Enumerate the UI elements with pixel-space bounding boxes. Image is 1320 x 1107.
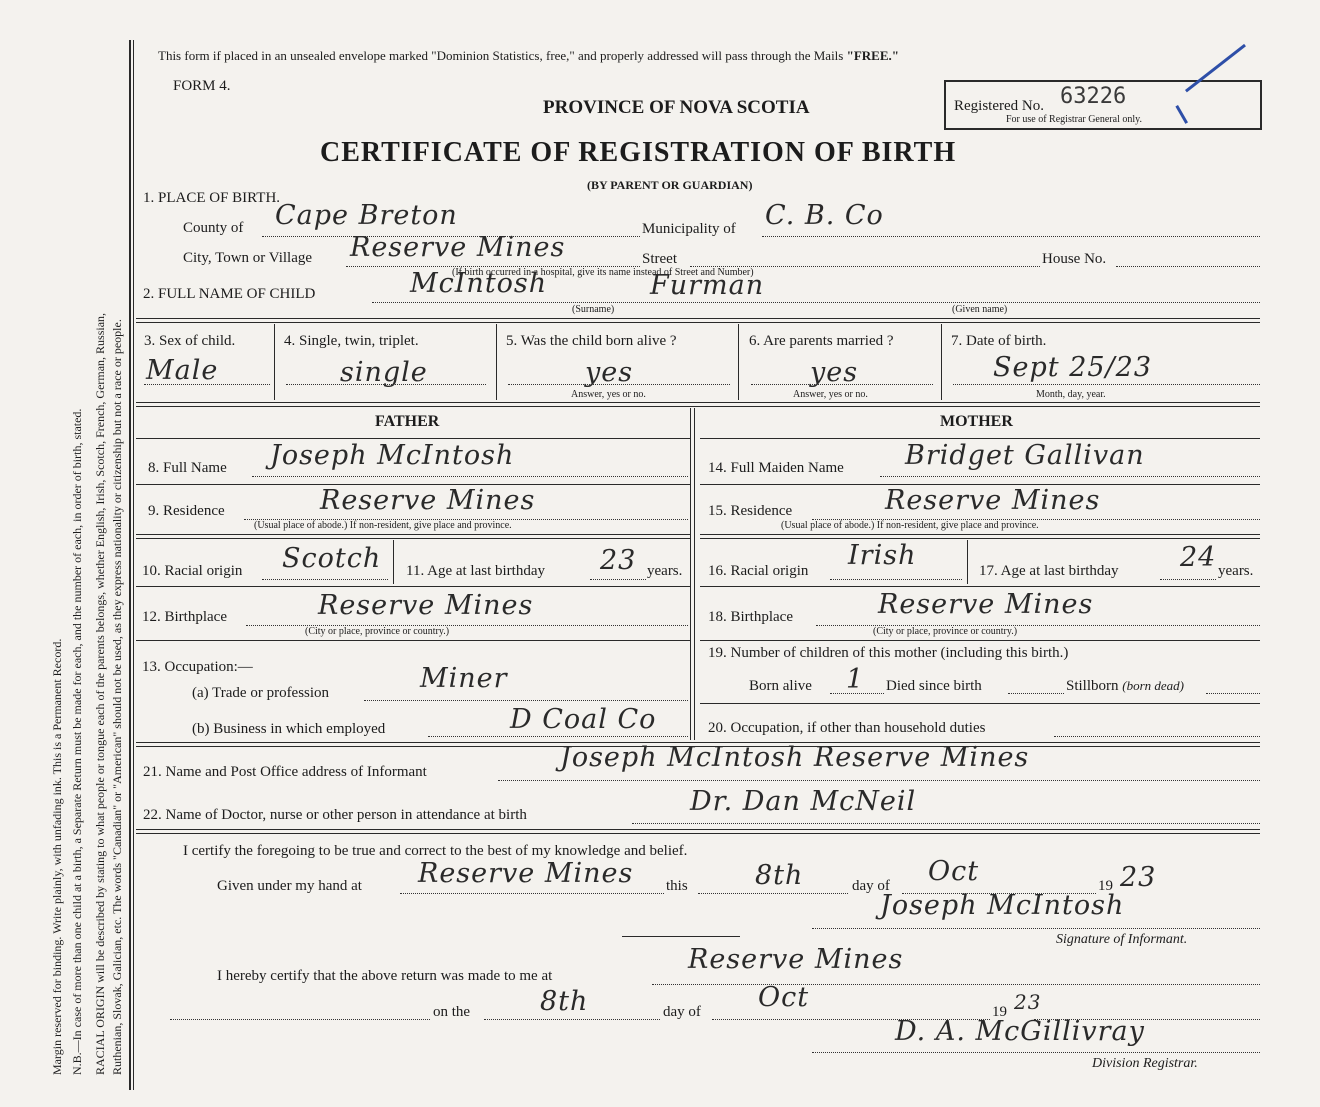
margin-nb-note: N.B.—In case of more than one child at a birth, a Separate Return must be made for each, and the number of each, in order of birth, stated. [70, 408, 84, 1075]
father-residence-label: 9. Residence [148, 503, 225, 519]
father-name-label: 8. Full Name [148, 460, 227, 476]
given-day-value: 8th [755, 860, 804, 891]
place-section-label: 1. PLACE OF BIRTH. [143, 190, 281, 206]
father-years-label: years. [647, 563, 683, 579]
mother-occupation-label: 20. Occupation, if other than household duties [708, 720, 986, 736]
mother-abode-note: (Usual place of abode.) If non-resident, give place and province. [781, 520, 1039, 531]
page-subtitle: (BY PARENT OR GUARDIAN) [587, 178, 753, 192]
born-alive-count-label: Born alive [749, 678, 812, 694]
registrar-signature: D. A. McGillivray [895, 1016, 1145, 1047]
street-label: Street [642, 251, 677, 267]
father-name-value: Joseph McIntosh [270, 440, 515, 471]
page-title: CERTIFICATE OF REGISTRATION OF BIRTH [320, 137, 957, 168]
children-count-label: 19. Number of children of this mother (including this birth.) [708, 645, 1069, 661]
registrar-use-note: For use of Registrar General only. [1006, 114, 1142, 125]
informant-label: 21. Name and Post Office address of Informant [143, 764, 427, 780]
sex-value: Male [146, 355, 219, 386]
informant-signature-label: Signature of Informant. [1056, 932, 1188, 947]
given-place-value: Reserve Mines [418, 858, 634, 889]
hospital-note: (If birth occurred in a hospital, give its name instead of Street and Number) [452, 267, 754, 278]
father-residence-value: Reserve Mines [320, 485, 536, 516]
doctor-label: 22. Name of Doctor, nurse or other person in attendance at birth [143, 807, 527, 823]
father-birthplace-value: Reserve Mines [318, 590, 534, 621]
child-surname-value: McIntosh [410, 268, 548, 299]
mother-years-label: years. [1218, 563, 1254, 579]
given-under-label: Given under my hand at [217, 878, 362, 894]
father-abode-note: (Usual place of abode.) If non-resident, give place and province. [254, 520, 512, 531]
mother-birthplace-value: Reserve Mines [878, 589, 1094, 620]
father-race-value: Scotch [282, 543, 382, 574]
mail-notice: This form if placed in an unsealed envelope marked "Dominion Statistics, free," and properly addressed will pass through the Mails "FREE." [158, 48, 899, 63]
born-alive-note: Answer, yes or no. [571, 389, 646, 400]
given-year-prefix: 19 [1098, 878, 1113, 894]
margin-rule [129, 40, 131, 1090]
given-name-note: (Given name) [952, 304, 1008, 315]
house-label: House No. [1042, 251, 1107, 267]
county-value: Cape Breton [275, 200, 458, 231]
surname-note: (Surname) [572, 304, 615, 315]
registrar-statement: I hereby certify that the above return was made to me at [217, 968, 553, 984]
registrar-year-prefix: 19 [992, 1004, 1007, 1020]
dob-label: 7. Date of birth. [951, 333, 1047, 349]
mother-birthplace-label: 18. Birthplace [708, 609, 793, 625]
married-note: Answer, yes or no. [793, 389, 868, 400]
mother-age-label: 17. Age at last birthday [979, 563, 1119, 579]
business-label: (b) Business in which employed [192, 721, 386, 737]
margin-binding-note: Margin reserved for binding. Write plainly, with unfading ink. This is a Permanent Record. [50, 638, 64, 1075]
sex-label: 3. Sex of child. [144, 333, 236, 349]
plurality-value: single [340, 357, 428, 388]
mother-name-value: Bridget Gallivan [905, 440, 1145, 471]
died-since-birth-label: Died since birth [886, 678, 982, 694]
married-label: 6. Are parents married ? [749, 333, 894, 349]
province-heading: PROVINCE OF NOVA SCOTIA [543, 97, 810, 118]
stillborn-label: Stillborn (born dead) [1066, 678, 1185, 694]
trade-value: Miner [420, 663, 508, 694]
given-day-of-label: day of [852, 878, 890, 894]
married-value: yes [810, 357, 859, 388]
mother-race-label: 16. Racial origin [708, 563, 809, 579]
municipality-value: C. B. Co [765, 200, 884, 231]
father-age-value: 23 [600, 545, 637, 576]
born-alive-value: yes [585, 357, 634, 388]
registered-label: Registered No. [954, 98, 1044, 114]
mother-heading: MOTHER [940, 413, 1013, 430]
registrar-month-value: Oct [758, 982, 810, 1013]
county-label: County of [183, 220, 244, 236]
registrar-day-value: 8th [540, 986, 589, 1017]
certify-statement: I certify the foregoing to be true and correct to the best of my knowledge and belief. [183, 843, 688, 859]
father-birthplace-note: (City or place, province or country.) [305, 626, 450, 637]
mother-birthplace-note: (City or place, province or country.) [873, 626, 1018, 637]
margin-racial-note-2: Ruthenian, Slovak, Galician, etc. The words "Canadian" or "American" should not be used, as they express nationality or citizenship but not a race or people. [110, 319, 124, 1075]
father-birthplace-label: 12. Birthplace [142, 609, 227, 625]
margin-rule-2 [133, 40, 134, 1090]
given-year-value: 23 [1120, 862, 1157, 893]
business-value: D Coal Co [510, 704, 657, 735]
born-alive-count-value: 1 [846, 664, 865, 695]
mother-race-value: Irish [848, 540, 917, 571]
on-the-label: on the [433, 1004, 471, 1020]
father-race-label: 10. Racial origin [142, 563, 243, 579]
dob-note: Month, day, year. [1036, 389, 1106, 400]
margin-racial-note-1: RACIAL ORIGIN will be described by stating to what people or tongue each of the parents belongs, whether English, Irish, Scotch, French, German, Russian, [93, 312, 107, 1075]
form-number: FORM 4. [173, 78, 231, 94]
registrar-year-value: 23 [1014, 990, 1042, 1014]
dob-value: Sept 25/23 [993, 352, 1153, 383]
registered-number: 63226 [1060, 84, 1127, 109]
plurality-label: 4. Single, twin, triplet. [284, 333, 419, 349]
child-given-value: Furman [650, 270, 765, 301]
father-occupation-label: 13. Occupation:— [142, 659, 253, 675]
trade-label: (a) Trade or profession [192, 685, 330, 701]
this-label: this [666, 878, 688, 894]
city-value: Reserve Mines [350, 232, 566, 263]
mother-residence-label: 15. Residence [708, 503, 793, 519]
doctor-value: Dr. Dan McNeil [690, 786, 917, 817]
informant-value: Joseph McIntosh Reserve Mines [560, 742, 1030, 773]
father-age-label: 11. Age at last birthday [406, 563, 545, 579]
registrar-place-value: Reserve Mines [688, 944, 904, 975]
mother-residence-value: Reserve Mines [885, 485, 1101, 516]
registrar-signature-label: Division Registrar. [1092, 1056, 1198, 1071]
child-name-label: 2. FULL NAME OF CHILD [143, 286, 316, 302]
registrar-day-of-label: day of [663, 1004, 701, 1020]
municipality-label: Municipality of [642, 221, 736, 237]
mother-name-label: 14. Full Maiden Name [708, 460, 844, 476]
born-alive-label: 5. Was the child born alive ? [506, 333, 677, 349]
mother-age-value: 24 [1180, 542, 1217, 573]
informant-signature: Joseph McIntosh [880, 890, 1125, 921]
city-label: City, Town or Village [183, 250, 313, 266]
given-month-value: Oct [928, 856, 980, 887]
father-heading: FATHER [375, 413, 440, 430]
